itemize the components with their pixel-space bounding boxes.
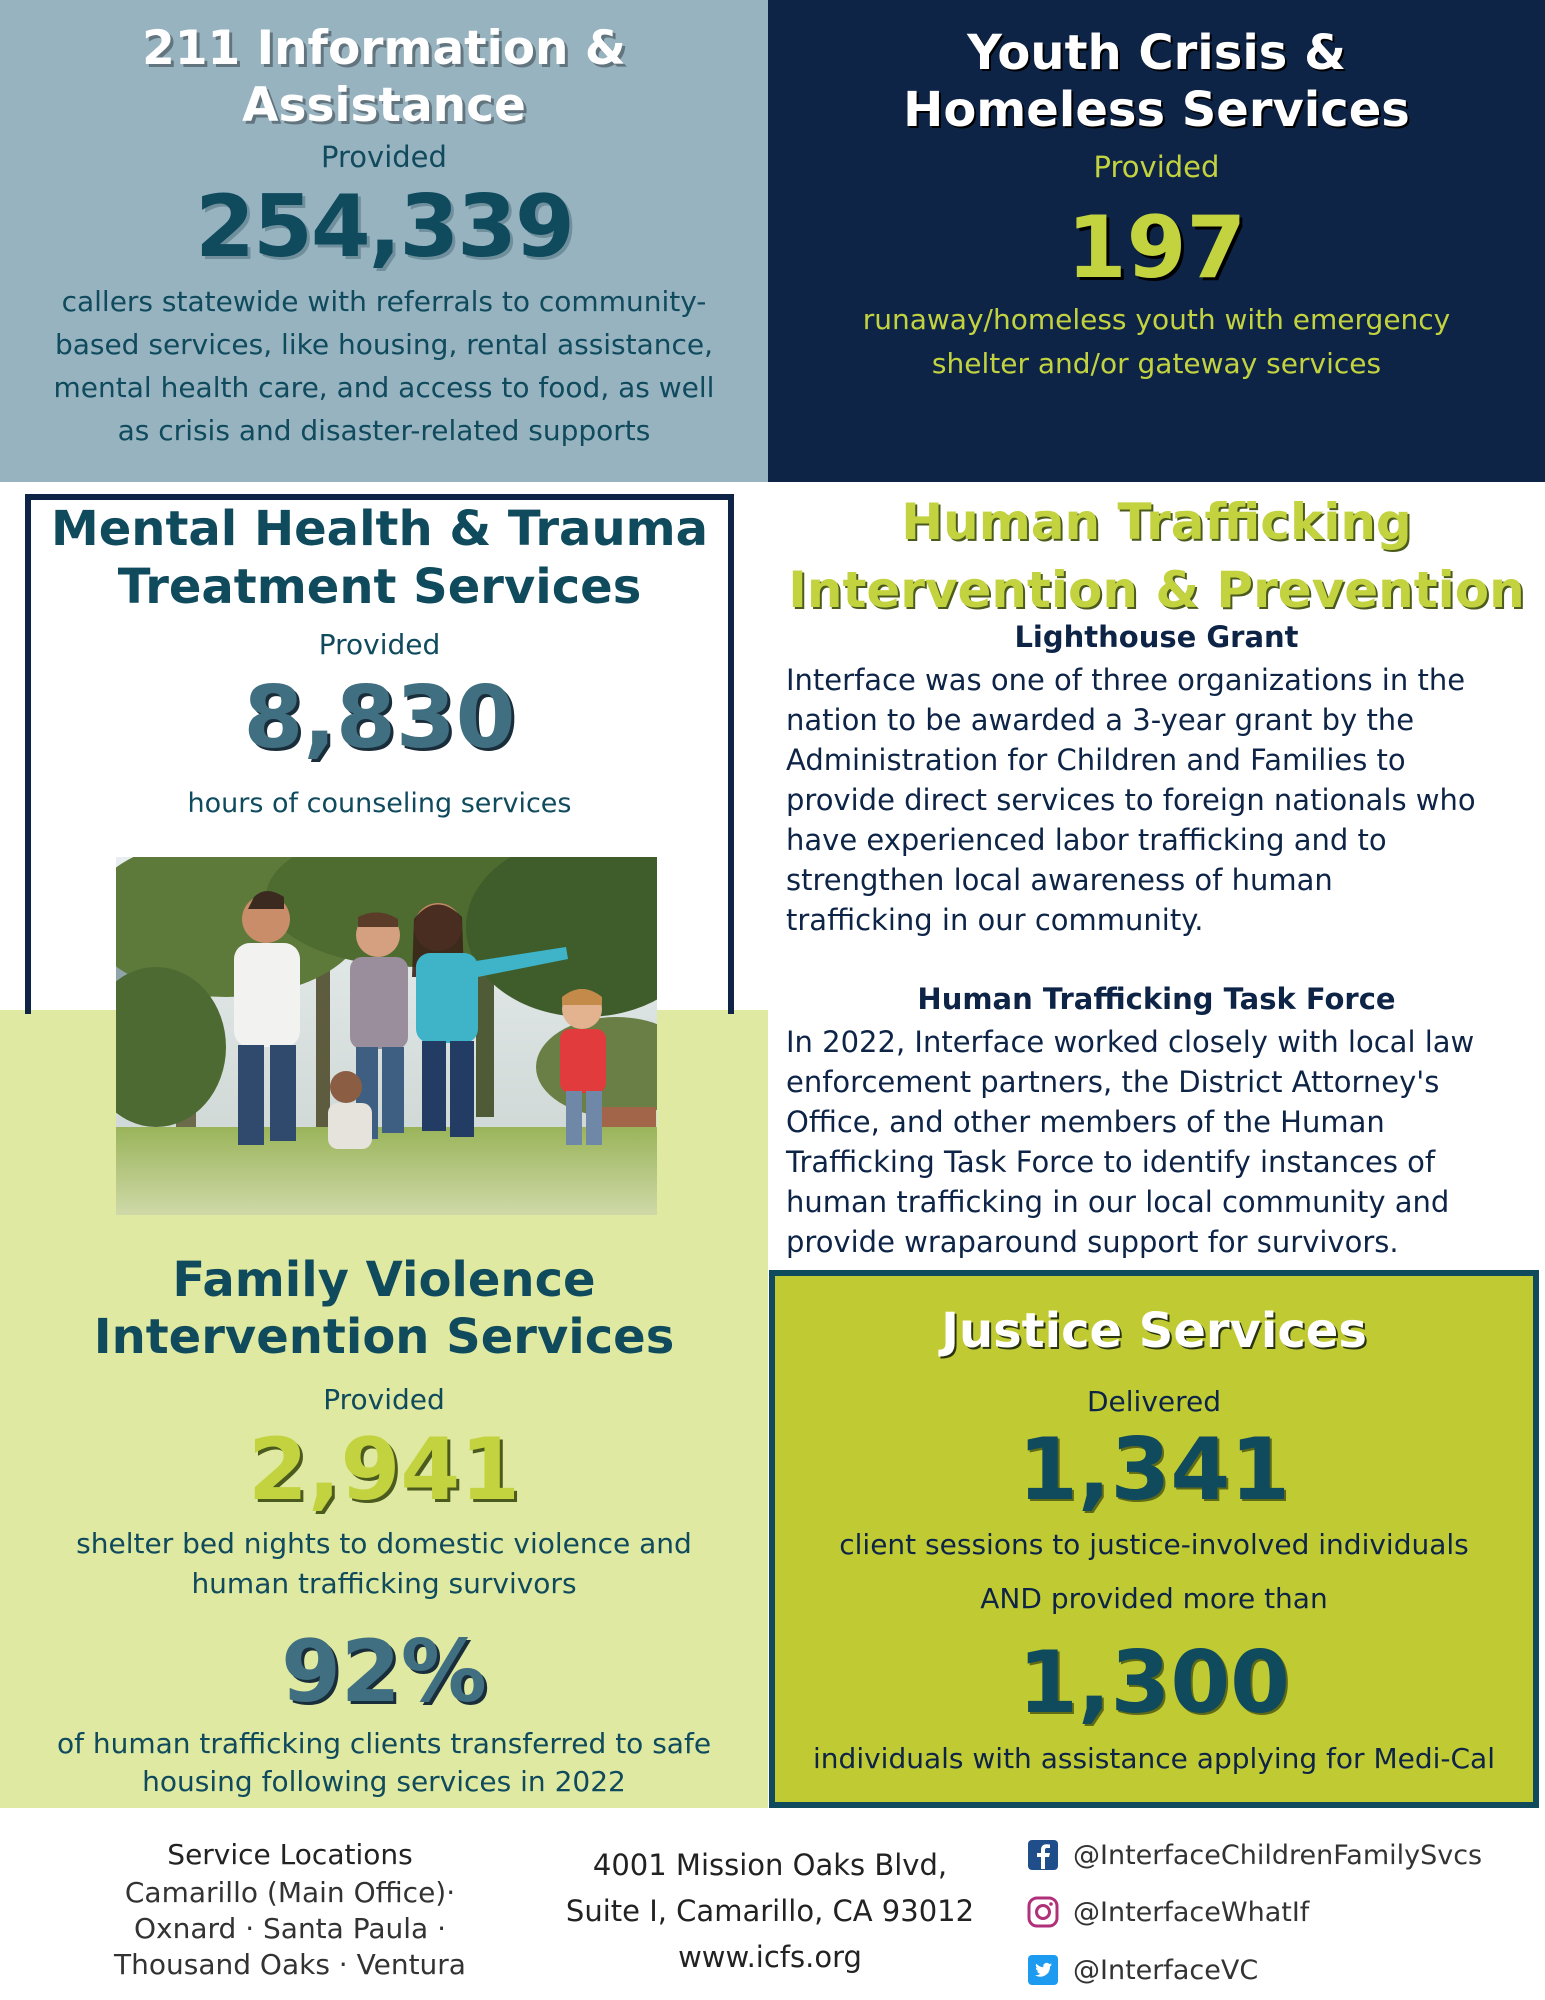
description-line: shelter bed nights to domestic violence and <box>76 1527 692 1560</box>
paragraph-line: human trafficking in our local community and <box>786 1185 1450 1219</box>
description-line: shelter and/or gateway services <box>931 347 1382 380</box>
facebook-icon <box>1027 1839 1059 1871</box>
twitter-icon <box>1027 1954 1059 1986</box>
paragraph-line: provide direct services to foreign nationals who <box>786 783 1476 817</box>
stat-shelter-nights: 2,941 <box>247 1420 521 1520</box>
description-youth <box>788 298 1525 386</box>
description-client-sessions: client sessions to justice-involved individuals <box>839 1528 1469 1561</box>
title-line: Treatment Services <box>117 559 642 615</box>
title-line: Homeless Services <box>903 82 1410 138</box>
address-line: 4001 Mission Oaks Blvd, <box>592 1848 948 1882</box>
social-instagram[interactable] <box>1027 1892 1537 1932</box>
panel-211-info <box>0 0 768 482</box>
title-line: Family Violence <box>172 1252 596 1308</box>
description-line: based services, like housing, rental assistance, <box>54 328 714 361</box>
children-running-photo <box>116 857 657 1215</box>
description-medi-cal: individuals with assistance applying for Medi-Cal <box>813 1742 1495 1775</box>
paragraph-line: Administration for Children and Families to <box>786 743 1406 777</box>
paragraph-line: Interface was one of three organizations in the <box>786 663 1466 697</box>
title-line: Youth Crisis & <box>967 25 1346 81</box>
panel-youth-crisis <box>768 0 1545 482</box>
paragraph-line: have experienced labor trafficking and to <box>786 823 1387 857</box>
description-family-shelter <box>30 1524 738 1604</box>
paragraph-line: provide wraparound support for survivors. <box>786 1225 1399 1259</box>
task-force-text <box>786 1022 1526 1262</box>
stat-callers: 254,339 <box>195 177 573 277</box>
stat-percent-housing: 92% <box>281 1622 487 1722</box>
title-line: Assistance <box>242 78 526 133</box>
paragraph-line: Trafficking Task Force to identify instances of <box>786 1145 1436 1179</box>
description-211 <box>12 280 756 452</box>
title-line: 211 Information & <box>142 21 626 76</box>
paragraph-line: trafficking in our community. <box>786 903 1204 937</box>
twitter-handle[interactable]: @InterfaceVC <box>1073 1954 1259 1986</box>
title-line: Mental Health & Trauma <box>50 501 709 557</box>
service-locations-heading: Service Locations <box>167 1838 413 1871</box>
description-mental-health: hours of counseling services <box>187 788 572 819</box>
paragraph-line: nation to be awarded a 3-year grant by the <box>786 703 1415 737</box>
provided-label: Provided <box>318 628 441 661</box>
provided-label: Provided <box>321 140 447 174</box>
paragraph-line: In 2022, Interface worked closely with local law <box>786 1025 1475 1059</box>
description-line: runaway/homeless youth with emergency <box>862 303 1451 336</box>
service-locations-line: Camarillo (Main Office)· <box>124 1876 456 1909</box>
description-line: mental health care, and access to food, as well <box>53 371 715 404</box>
lighthouse-grant-heading: Lighthouse Grant <box>1014 620 1299 654</box>
paragraph-line: enforcement partners, the District Attorney's <box>786 1065 1440 1099</box>
section-title-human-trafficking <box>768 488 1545 624</box>
description-line: callers statewide with referrals to community- <box>61 285 707 318</box>
service-locations-line: Thousand Oaks · Ventura <box>114 1948 466 1981</box>
paragraph-line: Office, and other members of the Human <box>786 1105 1385 1139</box>
address-line: Suite I, Camarillo, CA 93012 <box>565 1894 975 1928</box>
section-title-justice: Justice Services <box>941 1303 1367 1359</box>
task-force-heading: Human Trafficking Task Force <box>917 982 1396 1016</box>
description-line: as crisis and disaster-related supports <box>117 414 651 447</box>
title-line: Intervention & Prevention <box>788 561 1525 619</box>
title-line: Intervention Services <box>93 1309 675 1365</box>
stat-youth: 197 <box>1066 198 1247 298</box>
social-twitter[interactable] <box>1027 1950 1537 1990</box>
service-locations-line: Oxnard · Santa Paula · <box>134 1912 446 1945</box>
section-title-211 <box>0 20 768 134</box>
title-line: Human Trafficking <box>901 493 1412 551</box>
description-percent-housing <box>20 1725 748 1801</box>
section-title-mental-health <box>25 500 734 616</box>
provided-label: Provided <box>1093 150 1220 184</box>
stat-counseling-hours: 8,830 <box>243 668 516 768</box>
facebook-handle[interactable]: @InterfaceChildrenFamilySvcs <box>1073 1839 1483 1871</box>
paragraph-line: strengthen local awareness of human <box>786 863 1333 897</box>
section-title-youth <box>768 25 1545 139</box>
description-line: housing following services in 2022 <box>142 1765 626 1798</box>
description-and-provided: AND provided more than <box>980 1582 1328 1615</box>
stat-medi-cal: 1,300 <box>1017 1633 1291 1733</box>
stat-client-sessions: 1,341 <box>1017 1420 1291 1520</box>
social-facebook[interactable] <box>1027 1835 1537 1875</box>
description-line: of human trafficking clients transferred to safe <box>56 1727 712 1760</box>
section-title-family-violence <box>0 1252 768 1366</box>
instagram-handle[interactable]: @InterfaceWhatIf <box>1073 1896 1310 1928</box>
website-link[interactable]: www.icfs.org <box>678 1940 862 1974</box>
description-line: human trafficking survivors <box>191 1567 577 1600</box>
lighthouse-grant-text <box>786 660 1526 940</box>
instagram-icon <box>1027 1896 1059 1928</box>
delivered-label: Delivered <box>1086 1385 1222 1418</box>
provided-label: Provided <box>323 1383 445 1416</box>
